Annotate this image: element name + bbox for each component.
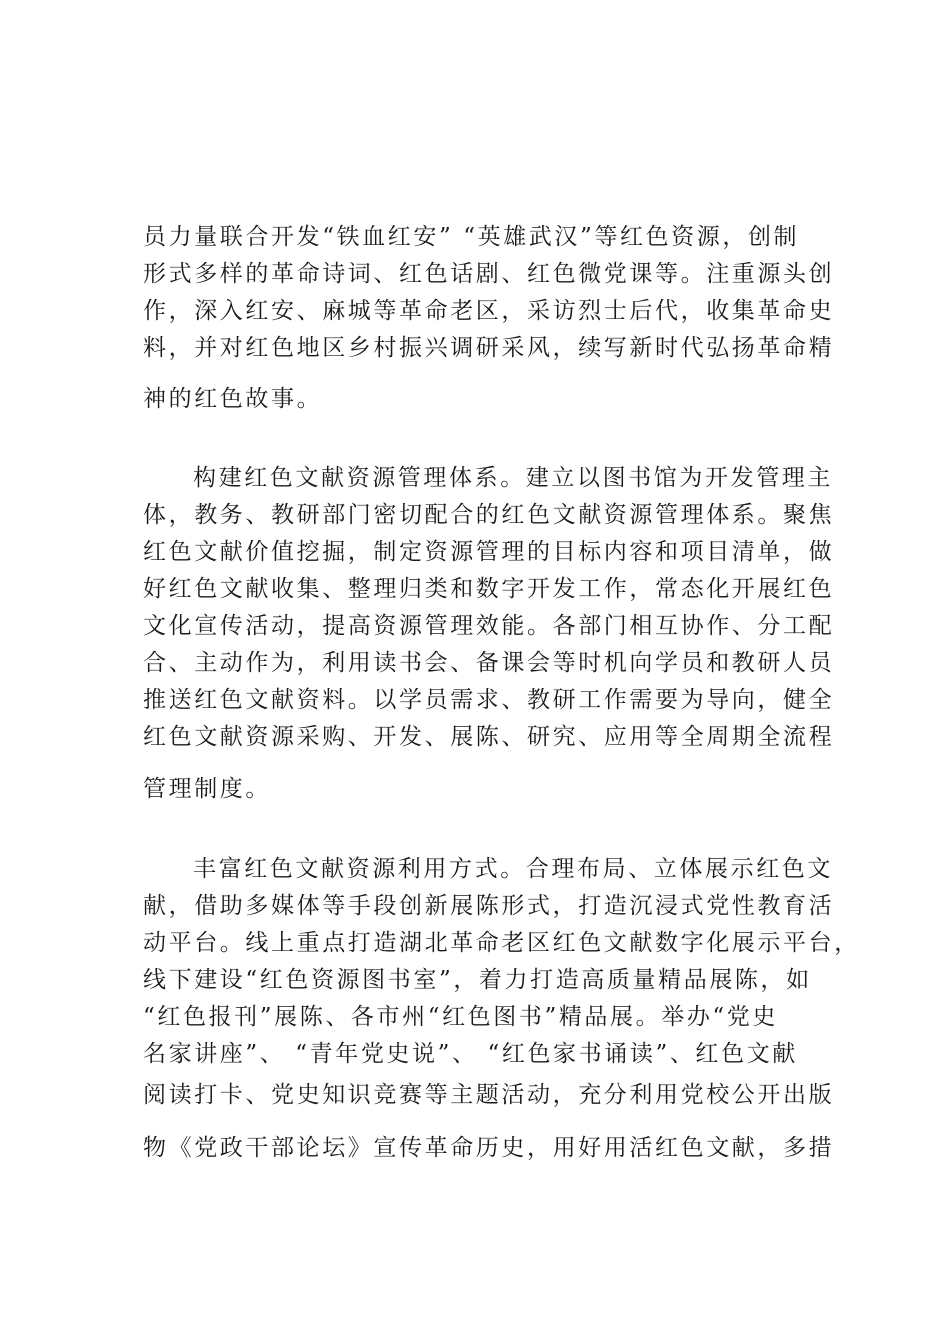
paragraph-line: 献，借助多媒体等手段创新展陈形式，打造沉浸式党性教育活 — [143, 893, 835, 919]
paragraph-line: 阅读打卡、党史知识竞赛等主题活动，充分利用党校公开出版 — [143, 1082, 835, 1108]
paragraph-line: 体，教务、教研部门密切配合的红色文献资源管理体系。聚焦 — [143, 502, 835, 528]
paragraph-line: 合、主动作为，利用读书会、备课会等时机向学员和教研人员 — [143, 650, 835, 676]
paragraph-line: 管理制度。 — [143, 776, 271, 802]
paragraph-line: 料，并对红色地区乡村振兴调研采风，续写新时代弘扬革命精 — [143, 335, 835, 361]
paragraph-line: 名家讲座”、 “青年党史说”、 “红色家书诵读”、红色文献 — [143, 1041, 798, 1067]
paragraph-line: 好红色文献收集、整理归类和数字开发工作，常态化开展红色 — [143, 576, 835, 602]
paragraph-line: 作，深入红安、麻城等革命老区，采访烈士后代，收集革命史 — [143, 298, 835, 324]
paragraph-line: 动平台。线上重点打造湖北革命老区红色文献数字化展示平台， — [143, 930, 860, 956]
paragraph-line: 推送红色文献资料。以学员需求、教研工作需要为导向，健全 — [143, 687, 835, 713]
paragraph-line: 形式多样的革命诗词、红色话剧、红色微党课等。注重源头创 — [143, 261, 835, 287]
paragraph-line: 红色文献价值挖掘，制定资源管理的目标内容和项目清单，做 — [143, 539, 835, 565]
paragraph-line: 红色文献资源采购、开发、展陈、研究、应用等全周期全流程 — [143, 724, 835, 750]
paragraph-line: 构建红色文献资源管理体系。建立以图书馆为开发管理主 — [193, 465, 833, 491]
paragraph-line: “红色报刊”展陈、各市州“红色图书”精品展。举办“党史 — [143, 1004, 778, 1030]
paragraph-line: 文化宣传活动，提高资源管理效能。各部门相互协作、分工配 — [143, 613, 835, 639]
paragraph-line: 线下建设“红色资源图书室”，着力打造高质量精品展陈，如 — [143, 967, 812, 993]
paragraph-line: 物《党政干部论坛》宣传革命历史，用好用活红色文献，多措 — [143, 1135, 835, 1161]
paragraph-line: 神的红色故事。 — [143, 386, 323, 412]
paragraph-line: 丰富红色文献资源利用方式。合理布局、立体展示红色文 — [193, 856, 833, 882]
paragraph-line: 员力量联合开发“铁血红安” “英雄武汉”等红色资源，创制 — [143, 224, 800, 250]
